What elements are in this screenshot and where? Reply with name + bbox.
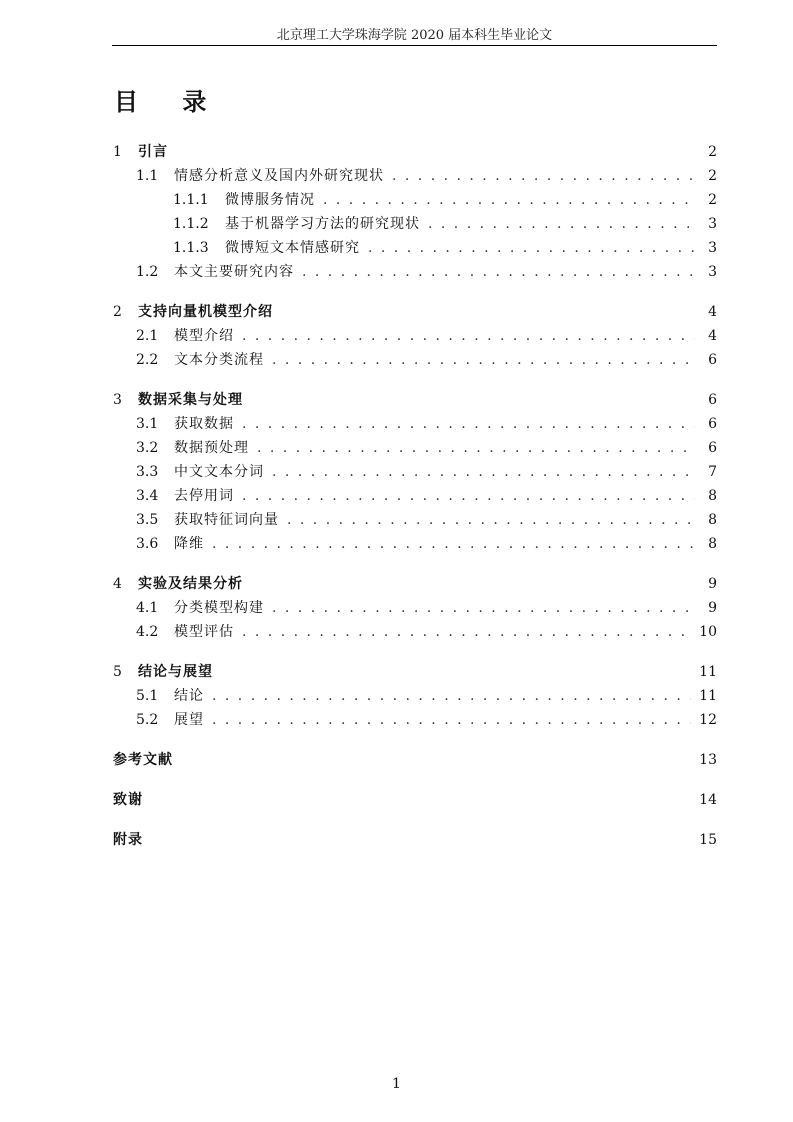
dot-leader <box>428 212 695 236</box>
toc-entry-number: 5 <box>113 664 122 680</box>
toc-entry-page: 6 <box>708 352 717 368</box>
toc-entry-number: 1 <box>113 144 122 160</box>
page-number: 1 <box>392 1076 401 1092</box>
toc-entry-number: 3.2 <box>136 440 159 456</box>
dot-leader <box>368 236 695 260</box>
toc-entry-number: 2 <box>113 304 122 320</box>
toc-entry-section[interactable] <box>113 620 717 644</box>
toc-entry-number: 3 <box>113 392 122 408</box>
toc-entry-page: 10 <box>699 624 717 640</box>
toc-entry-chapter[interactable] <box>113 140 717 164</box>
toc-entry-label: 基于机器学习方法的研究现状 <box>225 216 420 232</box>
toc-entry-page: 14 <box>699 792 717 808</box>
dot-leader <box>272 348 695 372</box>
toc-entry-label: 微博短文本情感研究 <box>225 240 360 256</box>
toc-entry-number: 4 <box>113 576 122 592</box>
dot-leader <box>212 708 691 732</box>
toc-entry-section[interactable] <box>113 164 717 188</box>
toc-entry-section[interactable] <box>113 460 717 484</box>
toc-entry-section[interactable] <box>113 260 717 284</box>
toc-entry-number: 5.2 <box>136 712 159 728</box>
toc-entry-chapter[interactable] <box>113 660 717 684</box>
dot-leader <box>272 596 695 620</box>
toc-entry-label: 中文文本分词 <box>174 464 264 480</box>
toc-entry-page: 11 <box>699 688 717 704</box>
toc-entry-label: 获取数据 <box>174 416 234 432</box>
toc-entry-number: 3.1 <box>136 416 159 432</box>
toc-entry-page: 3 <box>708 240 717 256</box>
toc-entry-page: 9 <box>708 576 717 592</box>
toc-entry-page: 6 <box>708 416 717 432</box>
toc-entry-page: 3 <box>708 264 717 280</box>
toc-entry-chapter[interactable] <box>113 572 717 596</box>
toc-entry-page: 7 <box>708 464 717 480</box>
running-header: 北京理工大学珠海学院 2020 届本科生毕业论文 <box>276 28 553 43</box>
dot-leader <box>242 324 695 348</box>
toc-entry-label: 实验及结果分析 <box>138 576 243 592</box>
toc-entry-page: 2 <box>708 168 717 184</box>
toc-entry-number: 2.1 <box>136 328 159 344</box>
toc-entry-section[interactable] <box>113 484 717 508</box>
dot-leader <box>242 620 691 644</box>
dot-leader <box>392 164 695 188</box>
toc-entry-page: 9 <box>708 600 717 616</box>
toc-title: 目 录 <box>114 87 225 116</box>
toc-entry-label: 数据采集与处理 <box>138 392 243 408</box>
toc-entry-chapter[interactable] <box>113 300 717 324</box>
toc-entry-section[interactable] <box>113 436 717 460</box>
toc-entry-label: 数据预处理 <box>174 440 249 456</box>
toc-entry-backmatter[interactable] <box>113 748 717 772</box>
header-rule <box>112 45 717 46</box>
dot-leader <box>323 188 695 212</box>
toc-entry-backmatter[interactable] <box>113 788 717 812</box>
toc-entry-page: 4 <box>708 304 717 320</box>
toc-entry-page: 15 <box>699 832 717 848</box>
toc-entry-label: 文本分类流程 <box>174 352 264 368</box>
toc-entry-page: 3 <box>708 216 717 232</box>
table-of-contents <box>113 140 717 852</box>
toc-entry-label: 引言 <box>138 144 168 160</box>
toc-entry-label: 降维 <box>174 536 204 552</box>
toc-entry-label: 模型介绍 <box>174 328 234 344</box>
toc-entry-label: 获取特征词向量 <box>174 512 279 528</box>
toc-entry-label: 结论与展望 <box>138 664 213 680</box>
dot-leader <box>257 436 695 460</box>
toc-entry-label: 模型评估 <box>174 624 234 640</box>
toc-entry-page: 12 <box>699 712 717 728</box>
toc-entry-label: 微博服务情况 <box>225 192 315 208</box>
toc-entry-section[interactable] <box>113 412 717 436</box>
toc-entry-page: 13 <box>699 752 717 768</box>
dot-leader <box>242 484 695 508</box>
toc-entry-subsection[interactable] <box>113 188 717 212</box>
toc-entry-number: 3.3 <box>136 464 159 480</box>
toc-entry-page: 6 <box>708 440 717 456</box>
toc-entry-page: 6 <box>708 392 717 408</box>
toc-entry-number: 3.4 <box>136 488 159 504</box>
toc-entry-number: 1.1.2 <box>173 216 209 232</box>
toc-entry-number: 5.1 <box>136 688 159 704</box>
toc-entry-page: 2 <box>708 144 717 160</box>
toc-entry-page: 4 <box>708 328 717 344</box>
dot-leader <box>242 412 695 436</box>
toc-entry-section[interactable] <box>113 324 717 348</box>
dot-leader <box>302 260 695 284</box>
toc-entry-chapter[interactable] <box>113 388 717 412</box>
toc-entry-section[interactable] <box>113 532 717 556</box>
toc-entry-number: 1.2 <box>136 264 159 280</box>
toc-entry-label: 去停用词 <box>174 488 234 504</box>
dot-leader <box>272 460 695 484</box>
toc-entry-section[interactable] <box>113 684 717 708</box>
toc-entry-label: 本文主要研究内容 <box>174 264 294 280</box>
toc-entry-label: 结论 <box>174 688 204 704</box>
toc-entry-section[interactable] <box>113 708 717 732</box>
toc-entry-label: 情感分析意义及国内外研究现状 <box>174 168 384 184</box>
toc-entry-section[interactable] <box>113 508 717 532</box>
toc-entry-number: 3.6 <box>136 536 159 552</box>
toc-entry-label: 展望 <box>174 712 204 728</box>
toc-entry-number: 2.2 <box>136 352 159 368</box>
dot-leader <box>287 508 695 532</box>
toc-entry-page: 8 <box>708 536 717 552</box>
toc-entry-label: 分类模型构建 <box>174 600 264 616</box>
toc-entry-page: 8 <box>708 512 717 528</box>
toc-entry-number: 1.1.3 <box>173 240 209 256</box>
toc-entry-label: 附录 <box>113 832 143 848</box>
dot-leader <box>212 684 691 708</box>
toc-entry-label: 致谢 <box>113 792 143 808</box>
toc-entry-number: 1.1.1 <box>173 192 209 208</box>
toc-entry-subsection[interactable] <box>113 236 717 260</box>
toc-entry-page: 8 <box>708 488 717 504</box>
toc-entry-section[interactable] <box>113 596 717 620</box>
dot-leader <box>212 532 695 556</box>
toc-entry-label: 支持向量机模型介绍 <box>138 304 273 320</box>
toc-entry-number: 3.5 <box>136 512 159 528</box>
toc-entry-page: 2 <box>708 192 717 208</box>
toc-entry-number: 1.1 <box>136 168 159 184</box>
toc-entry-subsection[interactable] <box>113 212 717 236</box>
toc-entry-label: 参考文献 <box>113 752 173 768</box>
toc-entry-page: 11 <box>699 664 717 680</box>
toc-entry-number: 4.2 <box>136 624 159 640</box>
toc-entry-number: 4.1 <box>136 600 159 616</box>
toc-entry-section[interactable] <box>113 348 717 372</box>
toc-entry-backmatter[interactable] <box>113 828 717 852</box>
